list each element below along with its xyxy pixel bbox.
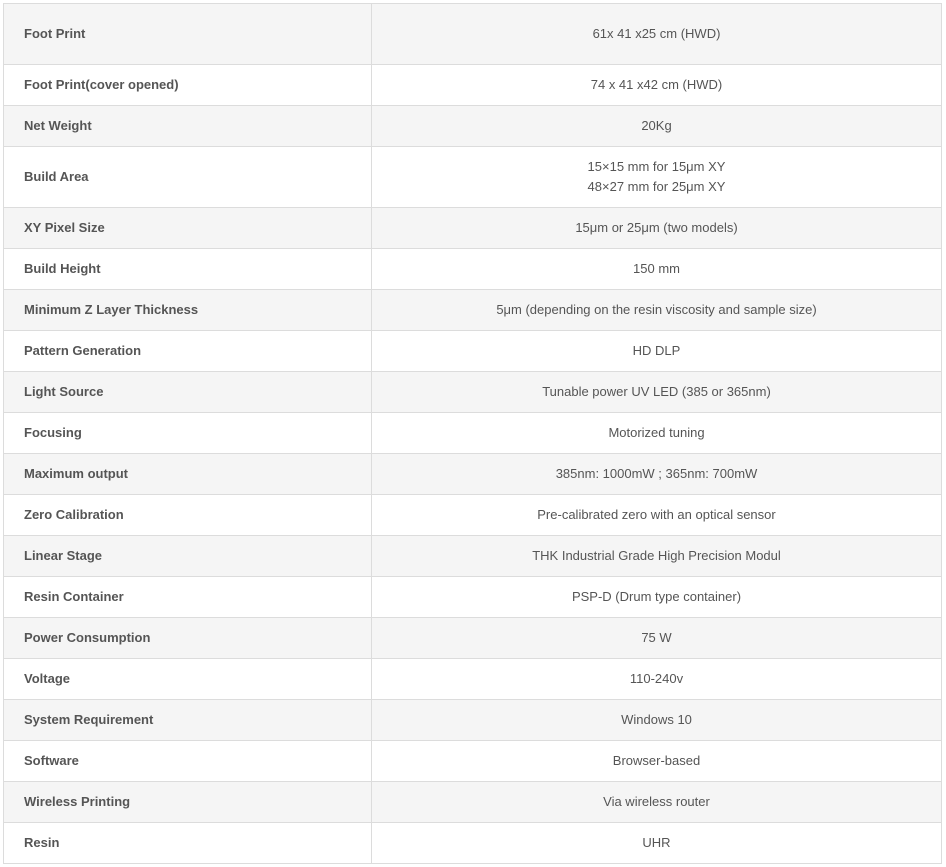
spec-value [372, 741, 942, 782]
table-row [4, 147, 942, 208]
spec-value [372, 331, 942, 372]
table-row [4, 4, 942, 65]
spec-label: Linear Stage [4, 536, 372, 577]
table-row [4, 741, 942, 782]
table-row [4, 65, 942, 106]
spec-value-line: 5μm (depending on the resin viscosity and sample size) [496, 302, 817, 317]
table-row [4, 413, 942, 454]
table-row [4, 823, 942, 864]
spec-value-line: Windows 10 [621, 712, 692, 727]
spec-value [372, 65, 942, 106]
spec-label: Voltage [4, 659, 372, 700]
spec-value-line: 20Kg [641, 118, 672, 133]
spec-value [372, 208, 942, 249]
spec-value [372, 249, 942, 290]
spec-value [372, 495, 942, 536]
spec-label: Build Area [4, 147, 372, 208]
spec-value-line: Via wireless router [603, 794, 710, 809]
spec-value-line: Tunable power UV LED (385 or 365nm) [542, 384, 771, 399]
spec-label: Pattern Generation [4, 331, 372, 372]
table-row [4, 290, 942, 331]
table-row [4, 454, 942, 495]
spec-value-line: 75 W [641, 630, 672, 645]
spec-table [3, 3, 942, 864]
spec-value-line: 48×27 mm for 25μm XY [587, 179, 726, 194]
table-row [4, 577, 942, 618]
table-row [4, 106, 942, 147]
table-row [4, 331, 942, 372]
spec-label: System Requirement [4, 700, 372, 741]
table-row [4, 208, 942, 249]
spec-value-line: 385nm: 1000mW ; 365nm: 700mW [555, 466, 758, 481]
spec-label: Light Source [4, 372, 372, 413]
spec-table-body [4, 4, 942, 864]
spec-value-line: 74 x 41 x42 cm (HWD) [590, 77, 723, 92]
table-row [4, 536, 942, 577]
table-row [4, 618, 942, 659]
spec-value-line: UHR [642, 835, 671, 850]
spec-label: Foot Print [4, 4, 372, 65]
spec-label: Net Weight [4, 106, 372, 147]
spec-value [372, 4, 942, 65]
spec-label: Zero Calibration [4, 495, 372, 536]
spec-value-line: Motorized tuning [608, 425, 705, 440]
spec-value-line: THK Industrial Grade High Precision Modul [532, 548, 781, 563]
table-row [4, 782, 942, 823]
spec-value-line: 15μm or 25μm (two models) [575, 220, 738, 235]
spec-value [372, 618, 942, 659]
spec-value [372, 700, 942, 741]
spec-value [372, 659, 942, 700]
spec-label: Resin [4, 823, 372, 864]
spec-value-line: HD DLP [632, 343, 681, 358]
spec-label: Resin Container [4, 577, 372, 618]
table-row [4, 495, 942, 536]
spec-value [372, 577, 942, 618]
spec-value [372, 782, 942, 823]
spec-label: Minimum Z Layer Thickness [4, 290, 372, 331]
spec-label: Build Height [4, 249, 372, 290]
spec-label: Power Consumption [4, 618, 372, 659]
table-row [4, 700, 942, 741]
spec-value [372, 290, 942, 331]
spec-value-line: 150 mm [633, 261, 680, 276]
spec-label: Maximum output [4, 454, 372, 495]
spec-value [372, 536, 942, 577]
spec-label: Wireless Printing [4, 782, 372, 823]
spec-value [372, 454, 942, 495]
spec-label: Software [4, 741, 372, 782]
spec-value [372, 106, 942, 147]
spec-value [372, 413, 942, 454]
spec-value-line: Browser-based [612, 753, 701, 768]
spec-value-line: 61x 41 x25 cm (HWD) [592, 26, 721, 41]
spec-value-line: PSP-D (Drum type container) [571, 589, 742, 604]
table-row [4, 372, 942, 413]
spec-value [372, 372, 942, 413]
spec-value-line: Pre-calibrated zero with an optical sensor [537, 507, 776, 522]
spec-value-line: 15×15 mm for 15μm XY [587, 159, 726, 174]
spec-value [372, 823, 942, 864]
spec-label: XY Pixel Size [4, 208, 372, 249]
spec-label: Focusing [4, 413, 372, 454]
table-row [4, 659, 942, 700]
spec-value-line: 110-240v [629, 671, 684, 686]
spec-label: Foot Print(cover opened) [4, 65, 372, 106]
table-row [4, 249, 942, 290]
spec-value [372, 147, 942, 208]
